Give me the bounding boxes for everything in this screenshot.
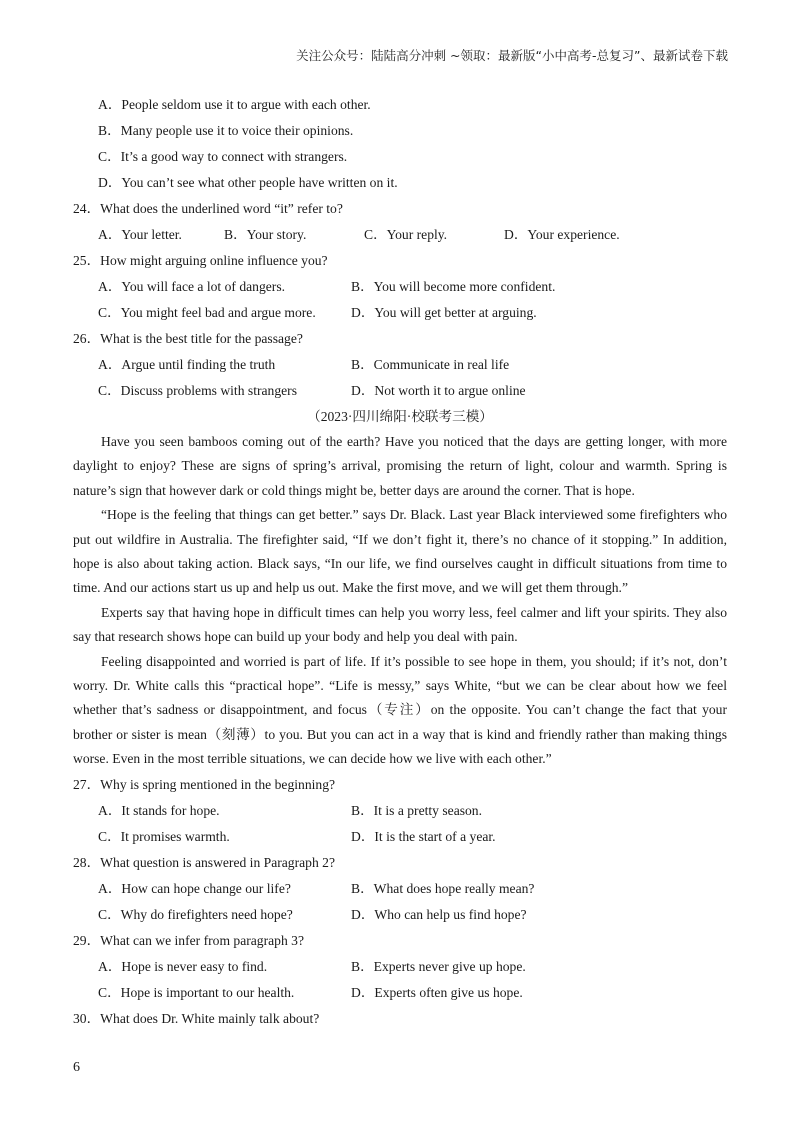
q23-option-c: C．It’s a good way to connect with strangers. — [98, 149, 348, 164]
passage-paragraph-3: Experts say that having hope in difficult times can help you worry less, feel calmer and lift your spirits. They also say that research shows hope can build up your body and help you deal with pain. — [73, 604, 727, 645]
q29-option-b: B．Experts never give up hope. — [351, 958, 526, 974]
q23-option-a: A．People seldom use it to argue with each other. — [98, 97, 371, 112]
q25-option-c: C．You might feel bad and argue more. — [98, 305, 316, 320]
q27-stem: 27．Why is spring mentioned in the beginning? — [73, 776, 336, 792]
q26-option-d: D．Not worth it to argue online — [351, 383, 526, 398]
q25-options-row1 — [73, 274, 727, 300]
page-content — [73, 92, 727, 1032]
q28-option-a: A．How can hope change our life? — [98, 880, 291, 896]
q25-stem: 25．How might arguing online influence you? — [73, 253, 328, 268]
q24-option-b: B．Your story. — [224, 227, 307, 242]
q29-stem: 29．What can we infer from paragraph 3? — [73, 932, 304, 948]
q28-option-b: B．What does hope really mean? — [351, 880, 535, 896]
q26-options-row2 — [73, 378, 727, 404]
q25-option-b: B．You will become more confident. — [351, 279, 556, 294]
q23-option-d: D．You can’t see what other people have written on it. — [98, 175, 398, 190]
passage-paragraph-4: Feeling disappointed and worried is part of life. If it’s possible to see hope in them, you should; if it’s not, don’t worry. Dr. White calls this “practical hope”. “Life is messy,” says White, “but we can be clear about how we feel whether that’s sadness or disappointment, and focus（专注）on the opposite. You can’t change the fact that your brother or sister is mean（刻薄）to you. But you can act in a way that is kind and friendly rather than making things worse. Even in the most terrible situations, we can decide how we live with each other.” — [73, 653, 727, 767]
q23-option-b: B．Many people use it to voice their opinions. — [98, 123, 354, 138]
passage-paragraph-1: Have you seen bamboos coming out of the earth? Have you noticed that the days are getting longer, with more daylight to enjoy? These are signs of spring’s arrival, promising the return of light, colour and warmth. Spring is nature’s sign that however dark or cold things might be, better days are around the corner. That is hope. — [73, 434, 727, 498]
q26-option-b: B．Communicate in real life — [351, 357, 510, 372]
q27-options-row2 — [73, 824, 727, 850]
q27-option-a: A．It stands for hope. — [98, 802, 220, 818]
q24-option-d: D．Your experience. — [504, 227, 620, 242]
q27-option-d: D．It is the start of a year. — [351, 828, 496, 844]
q26-option-c: C．Discuss problems with strangers — [98, 383, 297, 398]
q29-option-a: A．Hope is never easy to find. — [98, 958, 268, 974]
q29-options-row1 — [73, 954, 727, 980]
q26-stem: 26．What is the best title for the passage? — [73, 331, 303, 346]
q27-option-b: B．It is a pretty season. — [351, 802, 483, 818]
q24-option-c: C．Your reply. — [364, 227, 448, 242]
q24-stem: 24．What does the underlined word “it” refer to? — [73, 201, 343, 216]
q24-options — [73, 222, 727, 248]
page-number: 6 — [73, 1060, 80, 1075]
q28-option-c: C．Why do firefighters need hope? — [98, 906, 293, 922]
q25-option-d: D．You will get better at arguing. — [351, 305, 537, 320]
q28-stem: 28．What question is answered in Paragraph 2? — [73, 854, 335, 870]
q25-option-a: A．You will face a lot of dangers. — [98, 279, 286, 294]
q28-option-d: D．Who can help us find hope? — [351, 906, 527, 922]
q29-option-d: D．Experts often give us hope. — [351, 984, 523, 1000]
passage-source: （2023·四川绵阳·校联考三模） — [307, 409, 493, 424]
q26-options-row1 — [73, 352, 727, 378]
q27-options-row1 — [73, 798, 727, 824]
q27-option-c: C．It promises warmth. — [98, 828, 230, 844]
q29-option-c: C．Hope is important to our health. — [98, 984, 295, 1000]
page-header: 关注公众号：陆陆高分冲刺 ~领取：最新版“小中高考-总复习”、最新试卷下载 — [296, 48, 728, 63]
q30-stem: 30．What does Dr. White mainly talk about? — [73, 1010, 320, 1026]
q25-options-row2 — [73, 300, 727, 326]
q28-options-row2 — [73, 902, 727, 928]
q26-option-a: A．Argue until finding the truth — [98, 357, 276, 372]
passage-paragraph-2: “Hope is the feeling that things can get better.” says Dr. Black. Last year Black interviewed some firefighters who put out wildfire in Australia. The firefighter said, “If we don’t fight it, there’s no chance of it stopping.” In addition, hope is also about taking action. Black says, “In our life, we find ourselves caught in difficult situations from time to time. And our actions start us up and help us out. Make the first move, and we will get them through.” — [73, 507, 727, 596]
q28-options-row1 — [73, 876, 727, 902]
q24-option-a: A．Your letter. — [98, 227, 182, 242]
q29-options-row2 — [73, 980, 727, 1006]
